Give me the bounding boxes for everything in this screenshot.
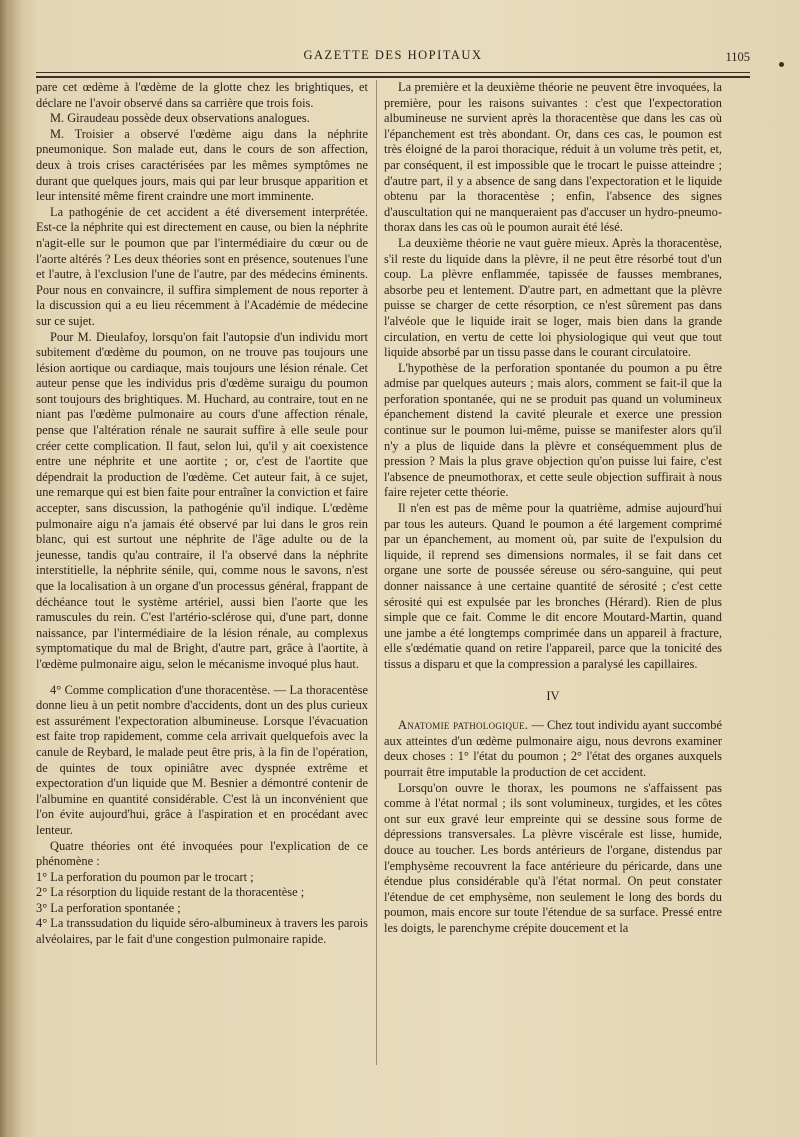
list-item: 2° La résorption du liquide restant de la thoracentèse ; [36, 885, 305, 900]
section-number: IV [546, 688, 560, 703]
paragraph: La pathogénie de cet accident a été diversement interprétée. Est-ce la néphrite qui est directement en cause, ou bien la néphrite n'agit-elle sur le poumon que par l'intermédiaire du cœur ou de l'aorte altérés ? Les deux théories sont en présence, soutenues l'une et l'autre, à l'exclusion l'une de l'autre, par des médecins éminents. Pour nous en convaincre, il suffira simplement de nous reporter à la discussion qui a eu lieu récemment à l'Académie de médecine sur ce sujet. [36, 204, 368, 328]
journal-title: GAZETTE DES HOPITAUX [303, 48, 483, 62]
paragraph: La deuxième théorie ne vaut guère mieux. Après la thoracentèse, s'il reste du liquide dans la plèvre, il ne peut être résorbé tout d'un coup. La plèvre enflammée, tapissée de fausses membranes, absorbe peu et lentement. D'autre part, en admettant que la plèvre puisse se charger de cette résorption, ce n'est sûrement pas dans l'alvéole que le liquide irait se loger, mais bien dans la grande circulation, en vertu de cette loi physiologique qui veut que tout liquide absorbé par un tissu passe dans le courant circulatoire. [384, 235, 722, 360]
page-number: 1105 [725, 50, 750, 64]
margin-dot [779, 62, 784, 67]
paragraph: M. Troisier a observé l'œdème aigu dans la néphrite pneumonique. Son malade eut, dans le cours de son affection, deux à trois crises caractérisées par les mêmes symptômes ne durant que quelques jours, mais qui par leur brusque apparition et leur intensité même firent craindre une mort imminente. [36, 126, 368, 204]
paragraph: 4° Comme complication d'une thoracentèse. — La thoracentèse donne lieu à un petit nombre d'accidents, dont un des plus curieux est assurément l'expectoration albumineuse. Lorsque l'évacuation est faite trop rapidement, comme cela arrivait quelquefois avec la canule de Reybard, le malade peut être pris, à la fin de l'opération, de quintes de toux opiniâtre avec dyspnée extrême et expectoration d'un liquide que M. Besnier a démontré contenir de l'albumine en quantité considérable. C'est là un inconvénient que l'on évite aujourd'hui, grâce à l'aspiration et en procédant avec lenteur. [36, 682, 368, 837]
section-paragraph [384, 718, 722, 780]
page-header [36, 46, 750, 68]
right-column [384, 80, 722, 936]
section-text: — Chez tout individu ayant succombé aux atteintes d'un œdème pulmonaire aigu, nous devrons examiner deux choses : 1° l'état du poumon ; 2° l'état des organes auxquels pourrait être imputable la production de cet accident. [384, 718, 722, 779]
paragraph: La première et la deuxième théorie ne peuvent être invoquées, la première, pour les raisons suivantes : c'est que l'expectoration albumineuse ne survient après la thoracentèse que dans les cas où l'épanchement est très abondant. Or, dans ces cas, le poumon est très éloigné de la paroi thoracique, réduit à un volume très petit, et, par conséquent, il est impossible que le trocart le puisse atteindre ; d'autre part, il y a absence de sang dans l'expectoration et le liquide obtenu par la thoracentèse ; enfin, l'absence des signes d'auscultation qui ne manqueraient pas d'accuser un hydro-pneumo-thorax dans les cas où le poumon aurait été lésé. [384, 80, 722, 235]
paragraph: Pour M. Dieulafoy, lorsqu'on fait l'autopsie d'un individu mort subitement d'œdème du poumon, on ne trouve pas toujours une lésion aortique ou cardiaque, mais toujours une lésion rénale. Cet auteur pense que les individus pris d'œdème suraigu du poumon sont toujours des brightiques. M. Huchard, au contraire, tout en ne niant pas l'œdème pulmonaire au cours d'une affection rénale, pense que l'altération rénale ne saurait suffire à elle seule pour créer cette complication. Il faut, selon lui, qu'il y ait coexistence entre une néphrite et une aortite ; or, c'est de l'aortite que dépendrait la production de l'œdème. Cet auteur fait, à ce sujet, une remarque qui est bien faite pour entraîner la conviction et faire accepter, sans discussion, la pathogénie qu'il indique. L'œdème pulmonaire aigu n'a jamais été observé par lui dans le gros rein blanc, qui est surtout une néphrite de l'âge adulte ou de la jeunesse, tandis qu'au contraire, il l'a observé dans la néphrite interstitielle, la néphrite sénile, qui, comme nous le savons, n'est que la localisation à un organe d'un processus général, frappant de déchéance tout le système artériel, aussi bien l'aorte que les ramuscules du rein. C'est l'artério-sclérose qui, d'une part, donne naissance, par l'intermédiaire de la lésion rénale, au complexus symptomatique du mal de Bright, d'autre part, grâce à l'aortite, à l'œdème pulmonaire aigu, selon le mécanisme invoqué plus haut. [36, 329, 368, 671]
column-divider [376, 80, 377, 1065]
paragraph: Il n'en est pas de même pour la quatrième, admise aujourd'hui par tous les auteurs. Quand le poumon a été largement comprimé par un épanchement, au moment où, par suite de l'expulsion du liquide, il reprend ses dimensions normales, il se fait dans cet organe une sorte de poussée séreuse ou séro-sanguine, qui peut donner naissance à une certaine quantité de sérosité ; c'est cette sérosité qui est expulsée par les bronches (Hérard). Rien de plus simple que ce fait. Comme le dit encore Moutard-Martin, quand une jambe a été longtemps comprimée dans un appareil à fracture, elle s'œdématie quand on retire l'appareil, parce que la tonicité des tissus a disparu et que la compression a paralysé les capillaires. [384, 501, 722, 671]
header-rule [36, 72, 750, 73]
list-item: 3° La perforation spontanée ; [36, 900, 181, 915]
paragraph: pare cet œdème à l'œdème de la glotte chez les brightiques, et déclare ne l'avoir observé dans sa carrière que trois fois. [36, 80, 368, 110]
section-heading: Anatomie pathologique. [398, 718, 529, 733]
list-item: 1° La perforation du poumon par le trocart ; [36, 869, 254, 884]
left-column [36, 80, 368, 948]
paragraph: M. Giraudeau possède deux observations analogues. [50, 111, 310, 126]
list-item: 4° La transsudation du liquide séro-albumineux à travers les parois alvéolaires, par le fait d'une congestion pulmonaire rapide. [36, 916, 368, 947]
header-rule-thick [36, 76, 750, 78]
paragraph: Lorsqu'on ouvre le thorax, les poumons ne s'affaissent pas comme à l'état normal ; ils sont volumineux, turgides, et les côtes ont sur eux gravé leur empreinte qui se dessine sous forme de dépressions transversales. La plèvre viscérale est lisse, humide, douce au toucher. Les bords antérieurs de l'organe, distendus par l'emphysème recouvrent la face antérieure du péricarde, dans une étendue plus considérable qu'à l'état normal. On peut constater l'étendue de cet emphysème, non seulement le long des bords du poumon, mais encore sur toute l'étendue de sa surface. Pressé entre les doigts, le parenchyme crépite doucement et la [384, 780, 722, 935]
paragraph: Quatre théories ont été invoquées pour l'explication de ce phénomène : [36, 838, 368, 869]
paragraph: L'hypothèse de la perforation spontanée du poumon a pu être admise par quelques auteurs ; mais alors, comment se fait-il que la perforation spontanée, qui ne se produit pas quand un volumineux épanchement distend la cavité pleurale et exerce une pression continue sur le poumon lui-même, puisse se manifester alors qu'il n'y a plus de liquide dans la plèvre et conséquemment plus de pression ? Mais la plus grave objection qu'on puisse lui faire, c'est l'absence de pneumothorax, et cette seule objection suffirait à nous faire rejeter cette théorie. [384, 360, 722, 500]
binding-shadow [0, 0, 22, 1137]
